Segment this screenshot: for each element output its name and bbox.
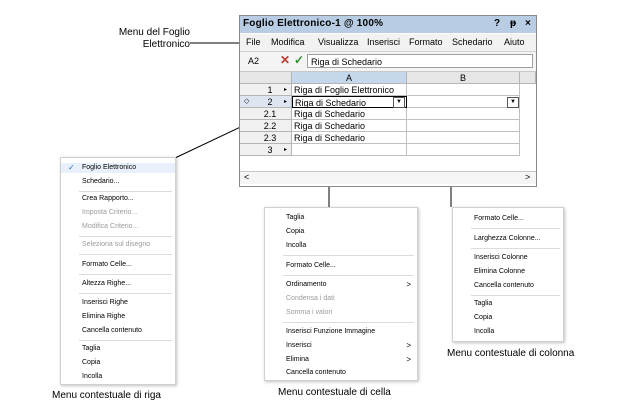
menu-item-elimina[interactable]: Elimina > bbox=[286, 355, 411, 364]
cell-b2[interactable] bbox=[407, 96, 520, 108]
cell-dropdown-icon[interactable]: ▼ bbox=[393, 97, 405, 108]
menu-item-cancella-contenuto[interactable]: Cancella contenuto bbox=[82, 327, 142, 334]
row-header[interactable] bbox=[240, 96, 292, 108]
row-header[interactable] bbox=[240, 84, 292, 96]
menu-item-seleziona-sul-disegno: Seleziona sul disegno bbox=[82, 241, 151, 248]
row-header[interactable] bbox=[240, 108, 292, 120]
scroll-right-icon[interactable]: > bbox=[525, 172, 531, 182]
menu-separator bbox=[283, 322, 414, 323]
menu-separator bbox=[471, 228, 560, 229]
menu-item-imposta-criterio: Imposta Criterio... bbox=[82, 209, 138, 216]
column-header-extra[interactable] bbox=[520, 72, 536, 84]
menu-separator bbox=[79, 254, 172, 255]
row-header[interactable] bbox=[240, 120, 292, 132]
row-context-menu bbox=[60, 157, 176, 385]
menu-separator bbox=[79, 236, 172, 237]
menu-item-cancella-contenuto[interactable]: Cancella contenuto bbox=[474, 282, 534, 289]
cell-b2-2[interactable] bbox=[407, 120, 520, 132]
menu-item-modifica-criterio: Modifica Criterio... bbox=[82, 223, 139, 230]
formula-bar bbox=[240, 52, 536, 72]
column-header-b[interactable]: B bbox=[407, 72, 520, 84]
menu-inserisci[interactable]: Inserisci bbox=[367, 37, 401, 47]
close-button[interactable]: × bbox=[525, 18, 531, 29]
cell-a2-selected[interactable]: Riga di Schedario bbox=[292, 96, 407, 108]
menu-separator bbox=[283, 255, 414, 256]
menu-item-taglia[interactable]: Taglia bbox=[474, 300, 493, 307]
cell-reference: A2 bbox=[248, 56, 260, 66]
corner-header[interactable] bbox=[240, 72, 292, 84]
column-context-menu bbox=[452, 207, 564, 342]
menu-separator bbox=[471, 295, 560, 296]
submenu-arrow-icon: > bbox=[406, 341, 411, 350]
menu-separator bbox=[79, 293, 172, 294]
cell-context-menu bbox=[264, 207, 418, 381]
cell-a2-2[interactable]: Riga di Schedario bbox=[292, 120, 407, 132]
menu-item-condensa-dati: Condensa i dati bbox=[286, 295, 335, 302]
spreadsheet-grid bbox=[240, 72, 536, 172]
menu-item-formato-celle[interactable]: Formato Celle... bbox=[474, 215, 524, 222]
menu-item-incolla[interactable]: Incolla bbox=[82, 373, 103, 380]
menu-item-copia[interactable]: Copia bbox=[82, 359, 101, 366]
menu-item-inserisci[interactable]: Inserisci > bbox=[286, 341, 411, 350]
cell-b3[interactable] bbox=[407, 144, 520, 156]
window-title: Foglio Elettronico-1 @ 100% bbox=[243, 18, 384, 29]
menu-separator bbox=[79, 274, 172, 275]
row-number: 2.3 bbox=[263, 133, 277, 143]
menu-formato[interactable]: Formato bbox=[409, 37, 443, 47]
menu-item-ordinamento[interactable]: Ordinamento > bbox=[286, 280, 411, 289]
formula-input[interactable]: Riga di Schedario bbox=[307, 54, 533, 68]
menu-separator bbox=[283, 275, 414, 276]
callout-sheet-menu bbox=[90, 27, 190, 51]
cell-a3[interactable] bbox=[292, 144, 407, 156]
cell-b1[interactable] bbox=[407, 84, 520, 96]
caption-cell-menu: Menu contestuale di cella bbox=[278, 387, 391, 398]
row-number: 3 bbox=[267, 145, 273, 155]
row-header[interactable] bbox=[240, 132, 292, 144]
row-header[interactable] bbox=[240, 144, 292, 156]
callout-sheet-menu-line1: Menu del Foglio bbox=[118, 27, 190, 38]
help-button[interactable]: ? bbox=[494, 18, 501, 29]
menu-item-schedario[interactable]: Schedario... bbox=[82, 178, 120, 185]
menu-item-altezza-righe[interactable]: Altezza Righe... bbox=[82, 280, 132, 287]
row-number: 1 bbox=[267, 85, 273, 95]
menu-item-copia[interactable]: Copia bbox=[474, 314, 493, 321]
row-arrow-icon: ▸ bbox=[284, 99, 288, 105]
checkmark-icon: ✓ bbox=[68, 163, 75, 172]
pin-button[interactable]: ᵽ bbox=[510, 18, 517, 29]
row-arrow-icon: ▸ bbox=[284, 147, 288, 153]
cell-dropdown-icon[interactable]: ▼ bbox=[507, 97, 519, 108]
menu-item-incolla[interactable]: Incolla bbox=[286, 242, 307, 249]
caption-row-menu: Menu contestuale di riga bbox=[52, 390, 161, 401]
cell-b2-3[interactable] bbox=[407, 132, 520, 144]
row-arrow-icon: ▸ bbox=[284, 87, 288, 93]
submenu-arrow-icon: > bbox=[406, 280, 411, 289]
menu-item-elimina-righe[interactable]: Elimina Righe bbox=[82, 313, 126, 320]
cell-a2-3[interactable]: Riga di Schedario bbox=[292, 132, 407, 144]
spreadsheet-window bbox=[239, 15, 537, 187]
menu-item-inserisci-colonne[interactable]: Inserisci Colonne bbox=[474, 254, 528, 261]
row-number: 2.2 bbox=[263, 121, 277, 131]
cell-a1[interactable]: Riga di Foglio Elettronico bbox=[292, 84, 407, 96]
menu-item-taglia[interactable]: Taglia bbox=[286, 214, 305, 221]
menu-item-elimina-colonne[interactable]: Elimina Colonne bbox=[474, 268, 525, 275]
row-number: 2 bbox=[267, 97, 273, 107]
column-header-a[interactable]: A bbox=[292, 72, 407, 84]
menu-item-cancella-contenuto[interactable]: Cancella contenuto bbox=[286, 369, 346, 376]
menu-aiuto[interactable]: Aiuto bbox=[504, 37, 525, 47]
menu-item-inserisci-funzione-immagine[interactable]: Inserisci Funzione Immagine bbox=[286, 328, 376, 335]
horizontal-scrollbar[interactable] bbox=[240, 171, 536, 184]
scroll-left-icon[interactable]: < bbox=[244, 172, 250, 182]
database-row-icon: ◇ bbox=[244, 98, 250, 105]
cell-a2-1[interactable]: Riga di Schedario bbox=[292, 108, 407, 120]
menu-item-formato-celle[interactable]: Formato Celle... bbox=[286, 262, 336, 269]
menu-bar bbox=[240, 34, 536, 52]
menu-separator bbox=[471, 248, 560, 249]
submenu-arrow-icon: > bbox=[406, 355, 411, 364]
menu-file[interactable]: File bbox=[246, 37, 261, 47]
menu-item-inserisci-righe[interactable]: Inserisci Righe bbox=[82, 299, 128, 306]
menu-item-larghezza-colonne[interactable]: Larghezza Colonne... bbox=[474, 235, 541, 242]
menu-item-formato-celle[interactable]: Formato Celle... bbox=[82, 261, 132, 268]
row-number: 2.1 bbox=[263, 109, 277, 119]
callout-sheet-menu-line2: Elettronico bbox=[142, 39, 190, 50]
menu-item-incolla[interactable]: Incolla bbox=[474, 328, 495, 335]
menu-item-taglia[interactable]: Taglia bbox=[82, 345, 101, 352]
menu-separator bbox=[79, 340, 172, 341]
menu-modifica[interactable]: Modifica bbox=[271, 37, 305, 47]
menu-item-somma-valori: Somma i valori bbox=[286, 309, 333, 316]
menu-item-copia[interactable]: Copia bbox=[286, 228, 305, 235]
menu-visualizza[interactable]: Visualizza bbox=[318, 37, 359, 47]
menu-schedario[interactable]: Schedario bbox=[452, 37, 493, 47]
window-titlebar[interactable] bbox=[240, 16, 536, 33]
cancel-edit-icon[interactable]: ✕ bbox=[280, 53, 291, 67]
menu-item-crea-rapporto[interactable]: Crea Rapporto... bbox=[82, 195, 134, 202]
menu-separator bbox=[79, 191, 172, 192]
cell-b2-1[interactable] bbox=[407, 108, 520, 120]
caption-column-menu: Menu contestuale di colonna bbox=[447, 348, 575, 359]
menu-item-foglio-elettronico[interactable]: ✓ Foglio Elettronico bbox=[61, 163, 175, 173]
accept-edit-icon[interactable]: ✓ bbox=[294, 53, 305, 67]
